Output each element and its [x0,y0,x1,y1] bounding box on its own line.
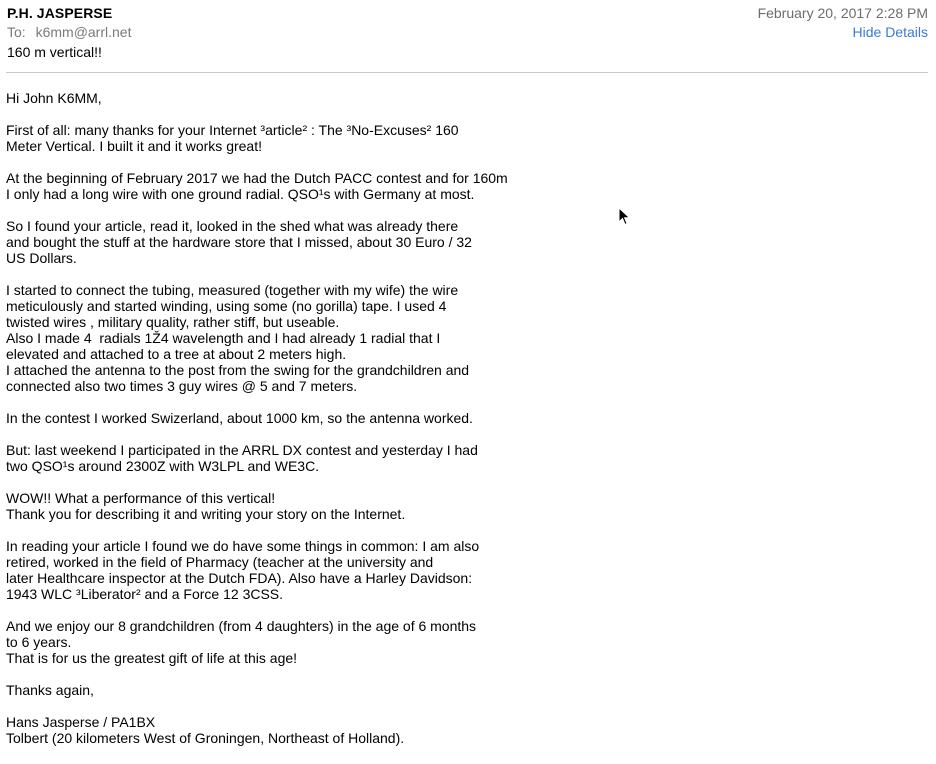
message-paragraph [6,714,606,746]
message-line: Thanks again, [6,682,94,698]
message-paragraph [6,490,606,522]
message-paragraph [6,538,606,602]
message-line: I only had a long wire with one ground radial. QSO¹s with Germany at most. [6,186,475,202]
message-line: That is for us the greatest gift of life at this age! [6,650,298,666]
message-line: At the beginning of February 2017 we had the Dutch PACC contest and for 160m [6,170,508,186]
message-line: Thank you for describing it and writing your story on the Internet. [6,506,406,522]
message-line: 1943 WLC ³Liberator² and a Force 12 3CSS. [6,586,284,602]
message-paragraph [6,682,606,698]
message-paragraph [6,122,606,154]
message-paragraph [6,442,606,474]
message-paragraph [6,618,606,666]
message-date: February 20, 2017 2:28 PM [757,5,928,21]
header-divider [6,72,928,73]
message-line: and bought the stuff at the hardware store that I missed, about 30 Euro / 32 [6,234,472,250]
message-subject: 160 m vertical!! [7,44,102,60]
message-paragraph [6,170,606,202]
message-line: twisted wires , military quality, rather stiff, but useable. [6,314,340,330]
message-line: And we enjoy our 8 grandchildren (from 4 daughters) in the age of 6 months [6,618,477,634]
message-line: Also I made 4 radials 1Ž4 wavelength and I had already 1 radial that I [6,330,441,346]
message-line: retired, worked in the field of Pharmacy (teacher at the university and [6,554,434,570]
message-paragraph [6,90,606,106]
message-line: elevated and attached to a tree at about 2 meters high. [6,346,347,362]
message-line: In reading your article I found we do have some things in common: I am also [6,538,480,554]
message-line: to 6 years. [6,634,72,650]
message-paragraph [6,282,606,394]
message-line: But: last weekend I participated in the ARRL DX contest and yesterday I had [6,442,478,458]
message-line: I attached the antenna to the post from the swing for the grandchildren and [6,362,470,378]
message-body [6,90,606,762]
message-line: I started to connect the tubing, measured (together with my wife) the wire [6,282,459,298]
message-line: WOW!! What a performance of this vertical! [6,490,276,506]
message-header [0,0,936,72]
recipient-address[interactable]: k6mm@arrl.net [35,24,132,40]
sender-name: P.H. JASPERSE [7,5,113,21]
message-line: meticulously and started winding, using some (no gorilla) tape. I used 4 [6,298,447,314]
message-line: Hi John K6MM, [6,90,102,106]
message-line: In the contest I worked Swizerland, about 1000 km, so the antenna worked. [6,410,473,426]
message-line: two QSO¹s around 2300Z with W3LPL and WE3C. [6,458,320,474]
message-line: Meter Vertical. I built it and it works great! [6,138,262,154]
hide-details-link[interactable]: Hide Details [852,24,928,40]
message-line: Hans Jasperse / PA1BX [6,714,156,730]
mouse-pointer-icon [618,207,632,227]
message-line: Tolbert (20 kilometers West of Groningen, Northeast of Holland). [6,730,405,746]
to-label: To: [7,24,26,40]
message-line: So I found your article, read it, looked in the shed what was already there [6,218,459,234]
message-paragraph [6,218,606,266]
message-line: First of all: many thanks for your Internet ³article² : The ³No-Excuses² 160 [6,122,459,138]
message-line: later Healthcare inspector at the Dutch FDA). Also have a Harley Davidson: [6,570,473,586]
message-paragraph [6,410,606,426]
recipient-row [7,24,131,40]
message-line: US Dollars. [6,250,77,266]
message-line: connected also two times 3 guy wires @ 5 and 7 meters. [6,378,358,394]
